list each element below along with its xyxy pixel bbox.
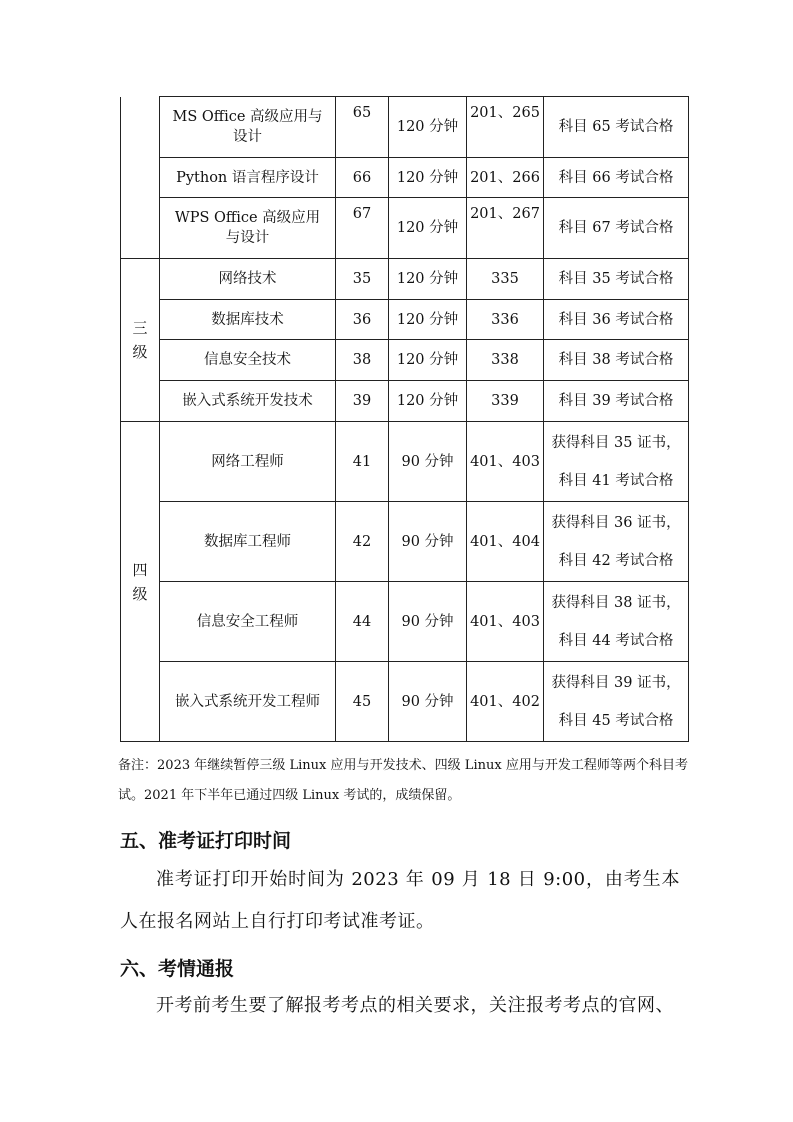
pass-requirement: 科目 66 考试合格: [544, 158, 689, 198]
section-6-paragraph: 开考前考生要了解报考考点的相关要求，关注报考考点的官网、: [156, 995, 674, 1016]
table-row: [121, 97, 689, 158]
requirement-line-1: 获得科目 39 证书，: [551, 674, 681, 691]
exam-duration: 90 分钟: [389, 662, 467, 742]
pass-requirement: 科目 38 考试合格: [544, 340, 689, 381]
level-4-label: 四级: [132, 560, 148, 603]
subject-name: 数据库工程师: [160, 502, 336, 582]
exam-duration: 120 分钟: [389, 97, 467, 158]
subject-name: 嵌入式系统开发技术: [160, 381, 336, 422]
pass-requirement: 科目 67 考试合格: [544, 198, 689, 259]
exam-duration: 90 分钟: [389, 502, 467, 582]
subject-name: 数据库技术: [160, 300, 336, 340]
subject-code: 45: [336, 662, 389, 742]
subject-code: 42: [336, 502, 389, 582]
requirement-line-2: 科目 41 考试合格: [558, 472, 674, 489]
exam-numbers: 201、266: [467, 158, 544, 198]
subject-code: 41: [336, 422, 389, 502]
exam-duration: 120 分钟: [389, 259, 467, 300]
exam-duration: 120 分钟: [389, 300, 467, 340]
table-row: [121, 158, 689, 198]
exam-duration: 90 分钟: [389, 582, 467, 662]
section-5-heading: 五、准考证打印时间: [120, 830, 292, 852]
pass-requirement: 科目 65 考试合格: [544, 97, 689, 158]
table-row: [121, 381, 689, 422]
subject-code: 44: [336, 582, 389, 662]
exam-numbers: 201、265: [467, 97, 544, 158]
exam-duration: 90 分钟: [389, 422, 467, 502]
exam-numbers: 401、403: [467, 582, 544, 662]
pass-requirement: [544, 422, 689, 502]
level-4-cell: [121, 422, 160, 742]
table-note: 备注：2023 年继续暂停三级 Linux 应用与开发技术、四级 Linux 应用与开发工程师等两个科目考试。2021 年下半年已通过四级 Linux 考试的，成绩保留。: [118, 758, 688, 803]
exam-duration: 120 分钟: [389, 198, 467, 259]
subject-code: 67: [336, 198, 389, 259]
requirement-line-2: 科目 42 考试合格: [558, 552, 674, 569]
pass-requirement: 科目 36 考试合格: [544, 300, 689, 340]
level-3-cell: [121, 259, 160, 422]
pass-requirement: [544, 502, 689, 582]
table-row: [121, 582, 689, 662]
exam-numbers: 401、404: [467, 502, 544, 582]
pass-requirement: [544, 582, 689, 662]
subject-code: 39: [336, 381, 389, 422]
requirement-line-1: 获得科目 38 证书，: [551, 594, 681, 611]
exam-numbers: 201、267: [467, 198, 544, 259]
level-3-label: 三级: [132, 319, 148, 361]
exam-numbers: 335: [467, 259, 544, 300]
subject-name: 信息安全工程师: [160, 582, 336, 662]
subject-name: 网络技术: [160, 259, 336, 300]
table-row: [121, 662, 689, 742]
subject-code: 38: [336, 340, 389, 381]
table-row: [121, 422, 689, 502]
pass-requirement: 科目 39 考试合格: [544, 381, 689, 422]
subject-code: 65: [336, 97, 389, 158]
requirement-line-2: 科目 44 考试合格: [558, 632, 674, 649]
table-row: [121, 259, 689, 300]
section-6-heading: 六、考情通报: [120, 958, 235, 980]
exam-subject-table: [120, 96, 689, 742]
subject-name: Python 语言程序设计: [160, 158, 336, 198]
table-row: [121, 300, 689, 340]
exam-numbers: 401、402: [467, 662, 544, 742]
exam-numbers: 401、403: [467, 422, 544, 502]
requirement-line-2: 科目 45 考试合格: [558, 712, 674, 729]
requirement-line-1: 获得科目 35 证书，: [551, 434, 681, 451]
section-5-paragraph: 准考证打印开始时间为 2023 年 09 月 18 日 9:00，由考生本人在报名网站上自行打印考试准考证。: [120, 869, 680, 932]
exam-numbers: 338: [467, 340, 544, 381]
exam-duration: 120 分钟: [389, 381, 467, 422]
exam-numbers: 336: [467, 300, 544, 340]
exam-duration: 120 分钟: [389, 340, 467, 381]
subject-code: 36: [336, 300, 389, 340]
table-row: [121, 340, 689, 381]
subject-name: WPS Office 高级应用与设计: [160, 198, 336, 259]
pass-requirement: [544, 662, 689, 742]
subject-name: 嵌入式系统开发工程师: [160, 662, 336, 742]
subject-name: MS Office 高级应用与设计: [160, 97, 336, 158]
level-cell-continued: [121, 97, 160, 259]
table-row: [121, 502, 689, 582]
subject-code: 35: [336, 259, 389, 300]
subject-code: 66: [336, 158, 389, 198]
exam-numbers: 339: [467, 381, 544, 422]
table-row: [121, 198, 689, 259]
pass-requirement: 科目 35 考试合格: [544, 259, 689, 300]
exam-duration: 120 分钟: [389, 158, 467, 198]
subject-name: 网络工程师: [160, 422, 336, 502]
requirement-line-1: 获得科目 36 证书，: [551, 514, 681, 531]
subject-name: 信息安全技术: [160, 340, 336, 381]
